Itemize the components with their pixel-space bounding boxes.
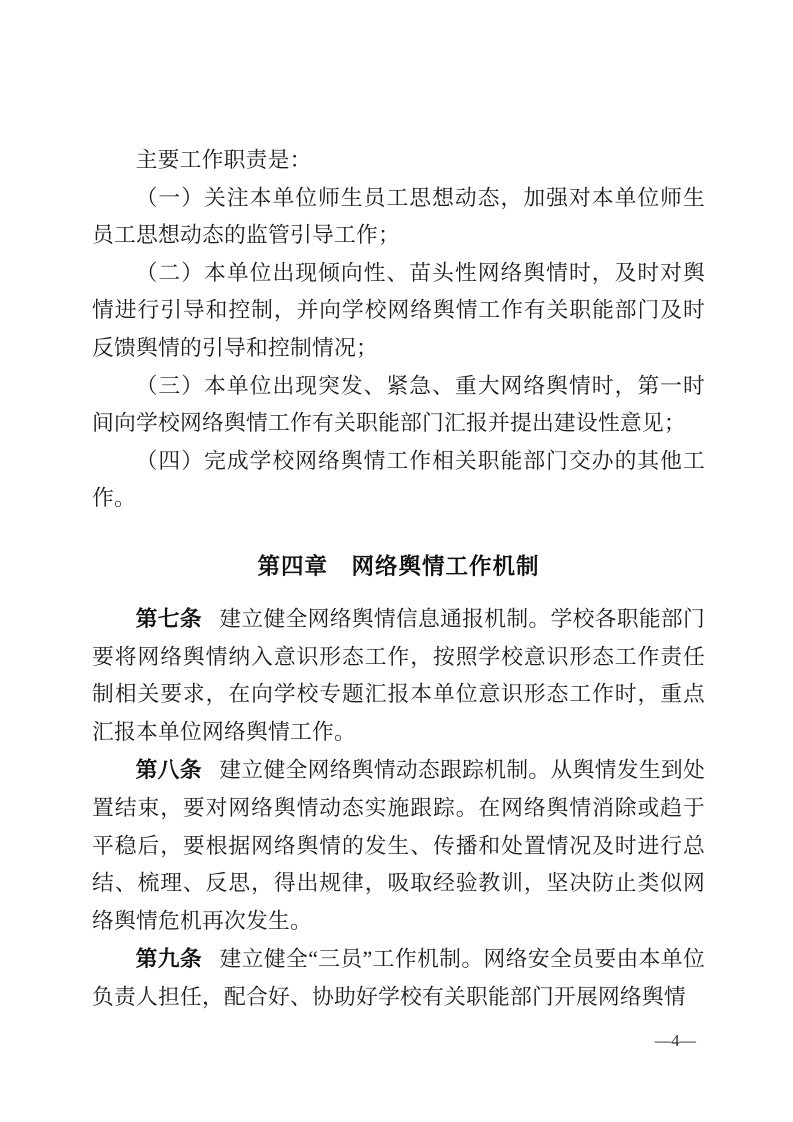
article-7-paragraph: [92, 600, 705, 751]
article-7-text: 建立健全网络舆情信息通报机制。学校各职能部门要将网络舆情纳入意识形态工作，按照学校意识形态工作责任制相关要求，在向学校专题汇报本单位意识形态工作时，重点汇报本单位网络舆情工作。: [92, 606, 705, 744]
chapter-heading: 第四章 网络舆情工作机制: [257, 553, 540, 579]
article-9-text: 建立健全“三员”工作机制。网络安全员要由本单位负责人担任，配合好、协助好学校有关职能部门开展网络舆情: [92, 947, 705, 1009]
duty-item-3: （三）本单位出现突发、紧急、重大网络舆情时，第一时间向学校网络舆情工作有关职能部门汇报并提出建设性意见；: [92, 373, 705, 436]
article-9-paragraph: [92, 940, 705, 1016]
duty-item-2: （二）本单位出现倾向性、苗头性网络舆情时，及时对舆情进行引导和控制，并向学校网络舆情工作有关职能部门及时反馈舆情的引导和控制情况；: [92, 260, 705, 360]
article-9-label: 第九条: [135, 946, 203, 972]
duty-item-4: （四）完成学校网络舆情工作相关职能部门交办的其他工作。: [92, 448, 705, 511]
article-8-paragraph: [92, 751, 705, 940]
article-7-label: 第七条: [135, 605, 202, 631]
article-8-text: 建立健全网络舆情动态跟踪机制。从舆情发生到处置结束，要对网络舆情动态实施跟踪。在网络舆情消除或趋于平稳后，要根据网络舆情的发生、传播和处置情况及时进行总结、梳理、反思，得出规律，吸取经验教训，坚决防止类似网络舆情危机再次发生。: [92, 758, 705, 933]
document-content: [92, 142, 705, 1016]
page-number: —4—: [654, 1031, 696, 1050]
duty-item-1: （一）关注本单位师生员工思想动态，加强对本单位师生员工思想动态的监管引导工作；: [92, 185, 705, 248]
intro-paragraph: 主要工作职责是：: [135, 148, 312, 172]
article-8-label: 第八条: [135, 757, 202, 783]
